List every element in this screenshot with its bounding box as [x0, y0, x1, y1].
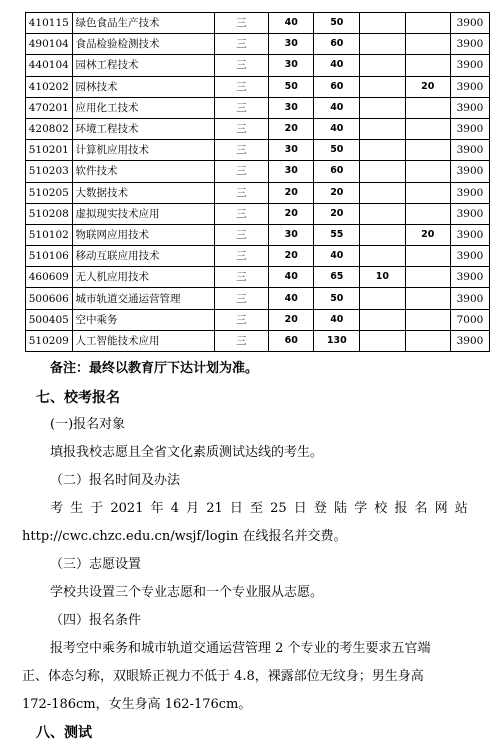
- cell-code: 510205: [26, 182, 73, 203]
- section-8-title: 八、测试: [36, 725, 92, 741]
- word: 登: [313, 501, 327, 516]
- cell-years: 三: [214, 246, 268, 267]
- cell-fee: 3900: [450, 288, 489, 309]
- table-row: [26, 203, 490, 224]
- word: 4: [170, 501, 179, 516]
- table-row: [26, 118, 490, 139]
- cell-code: 420802: [26, 118, 73, 139]
- cell-a: 30: [269, 140, 314, 161]
- cell-code: 510209: [26, 330, 73, 351]
- cell-c: [360, 182, 405, 203]
- cell-c: 10: [360, 267, 405, 288]
- cell-b: 55: [314, 224, 360, 245]
- section-7-title: 七、校考报名: [36, 390, 120, 406]
- cell-code: 510201: [26, 140, 73, 161]
- cell-d: [405, 246, 450, 267]
- cell-a: 20: [269, 246, 314, 267]
- cell-fee: 3900: [450, 267, 489, 288]
- table-row: [26, 97, 490, 118]
- cell-c: [360, 288, 405, 309]
- cell-code: 410202: [26, 76, 73, 97]
- cell-d: [405, 288, 450, 309]
- cell-name: 软件技术: [72, 161, 214, 182]
- cell-d: [405, 55, 450, 76]
- cell-b: 40: [314, 55, 360, 76]
- paragraph-2-line-1: [50, 499, 468, 519]
- word: 校: [374, 501, 388, 516]
- cell-b: 60: [314, 161, 360, 182]
- cell-d: [405, 267, 450, 288]
- cell-b: 40: [314, 118, 360, 139]
- cell-a: 20: [269, 182, 314, 203]
- cell-a: 30: [269, 55, 314, 76]
- cell-name: 园林工程技术: [72, 55, 214, 76]
- cell-d: 20: [405, 224, 450, 245]
- cell-c: [360, 330, 405, 351]
- cell-name: 环境工程技术: [72, 118, 214, 139]
- cell-d: [405, 13, 450, 34]
- cell-years: 三: [214, 55, 268, 76]
- table-row: [26, 330, 490, 351]
- cell-fee: 3900: [450, 224, 489, 245]
- paragraph-4-line-3: 172-186cm，女生身高 162-176cm。: [22, 697, 252, 712]
- cell-d: [405, 309, 450, 330]
- word: 于: [90, 501, 104, 516]
- cell-years: 三: [214, 288, 268, 309]
- cell-code: 470201: [26, 97, 73, 118]
- cell-d: [405, 97, 450, 118]
- cell-d: [405, 34, 450, 55]
- cell-c: [360, 34, 405, 55]
- cell-code: 510203: [26, 161, 73, 182]
- cell-fee: 3900: [450, 161, 489, 182]
- cell-name: 人工智能技术应用: [72, 330, 214, 351]
- cell-code: 500405: [26, 309, 73, 330]
- word: 2021: [110, 501, 144, 516]
- cell-years: 三: [214, 13, 268, 34]
- cell-code: 490104: [26, 34, 73, 55]
- cell-d: [405, 330, 450, 351]
- cell-d: [405, 140, 450, 161]
- cell-fee: 3900: [450, 118, 489, 139]
- cell-name: 移动互联应用技术: [72, 246, 214, 267]
- cell-c: [360, 76, 405, 97]
- cell-fee: 3900: [450, 140, 489, 161]
- subsection-2-title: （二）报名时间及办法: [50, 473, 181, 488]
- cell-years: 三: [214, 330, 268, 351]
- cell-years: 三: [214, 224, 268, 245]
- word: 日: [229, 501, 243, 516]
- table-row: [26, 288, 490, 309]
- cell-a: 50: [269, 76, 314, 97]
- cell-name: 食品检验检测技术: [72, 34, 214, 55]
- table-row: [26, 161, 490, 182]
- word: 至: [250, 501, 264, 516]
- subsection-1-title: (一)报名对象: [50, 417, 126, 432]
- cell-fee: 3900: [450, 330, 489, 351]
- cell-years: 三: [214, 309, 268, 330]
- cell-code: 500606: [26, 288, 73, 309]
- cell-c: [360, 161, 405, 182]
- cell-b: 40: [314, 309, 360, 330]
- cell-name: 绿色食品生产技术: [72, 13, 214, 34]
- cell-code: 510106: [26, 246, 73, 267]
- table-row: [26, 140, 490, 161]
- cell-c: [360, 224, 405, 245]
- cell-a: 40: [269, 288, 314, 309]
- cell-a: 40: [269, 267, 314, 288]
- cell-a: 30: [269, 97, 314, 118]
- cell-a: 20: [269, 118, 314, 139]
- cell-code: 510102: [26, 224, 73, 245]
- table-row: [26, 224, 490, 245]
- cell-fee: 3900: [450, 34, 489, 55]
- cell-years: 三: [214, 203, 268, 224]
- cell-fee: 3900: [450, 13, 489, 34]
- cell-years: 三: [214, 161, 268, 182]
- cell-code: 440104: [26, 55, 73, 76]
- word: 21: [206, 501, 223, 516]
- word: 名: [414, 501, 428, 516]
- cell-a: 60: [269, 330, 314, 351]
- word: 年: [150, 501, 164, 516]
- cell-b: 50: [314, 288, 360, 309]
- cell-a: 40: [269, 13, 314, 34]
- cell-fee: 3900: [450, 203, 489, 224]
- enrollment-plan-table: [25, 12, 490, 352]
- paragraph-4-line-2: 正、体态匀称，双眼矫正视力不低于 4.8，裸露部位无纹身；男生身高: [22, 669, 424, 684]
- cell-a: 20: [269, 309, 314, 330]
- cell-a: 20: [269, 203, 314, 224]
- word: 月: [186, 501, 200, 516]
- cell-b: 20: [314, 182, 360, 203]
- table-row: [26, 267, 490, 288]
- cell-fee: 3900: [450, 97, 489, 118]
- word: 生: [70, 501, 84, 516]
- paragraph-3: 学校共设置三个专业志愿和一个专业服从志愿。: [50, 585, 324, 600]
- cell-c: [360, 203, 405, 224]
- cell-b: 50: [314, 140, 360, 161]
- cell-fee: 3900: [450, 182, 489, 203]
- cell-c: [360, 55, 405, 76]
- word: 陆: [334, 501, 348, 516]
- word: 25: [270, 501, 287, 516]
- cell-name: 城市轨道交通运营管理: [72, 288, 214, 309]
- cell-a: 30: [269, 224, 314, 245]
- cell-name: 无人机应用技术: [72, 267, 214, 288]
- cell-d: [405, 118, 450, 139]
- note: 备注：最终以教育厅下达计划为准。: [50, 361, 259, 376]
- cell-a: 30: [269, 161, 314, 182]
- cell-a: 30: [269, 34, 314, 55]
- cell-fee: 3900: [450, 55, 489, 76]
- cell-b: 60: [314, 34, 360, 55]
- cell-b: 40: [314, 97, 360, 118]
- cell-name: 应用化工技术: [72, 97, 214, 118]
- cell-c: [360, 13, 405, 34]
- cell-name: 计算机应用技术: [72, 140, 214, 161]
- subsection-4-title: （四）报名条件: [50, 613, 142, 628]
- cell-name: 空中乘务: [72, 309, 214, 330]
- cell-c: [360, 140, 405, 161]
- cell-c: [360, 118, 405, 139]
- cell-b: 40: [314, 246, 360, 267]
- table-row: [26, 76, 490, 97]
- cell-code: 460609: [26, 267, 73, 288]
- cell-d: 20: [405, 76, 450, 97]
- cell-name: 大数据技术: [72, 182, 214, 203]
- word: 学: [354, 501, 368, 516]
- cell-b: 65: [314, 267, 360, 288]
- paragraph-1: 填报我校志愿且全省文化素质测试达线的考生。: [50, 445, 324, 460]
- cell-d: [405, 203, 450, 224]
- word: 日: [293, 501, 307, 516]
- cell-fee: 3900: [450, 246, 489, 267]
- word: 网: [434, 501, 448, 516]
- cell-years: 三: [214, 140, 268, 161]
- table-row: [26, 246, 490, 267]
- cell-b: 50: [314, 13, 360, 34]
- cell-fee: 7000: [450, 309, 489, 330]
- cell-years: 三: [214, 34, 268, 55]
- cell-name: 园林技术: [72, 76, 214, 97]
- cell-years: 三: [214, 97, 268, 118]
- paragraph-4-line-1: 报考空中乘务和城市轨道交通运营管理 2 个专业的考生要求五官端: [50, 641, 431, 656]
- subsection-3-title: （三）志愿设置: [50, 557, 142, 572]
- table-row: [26, 55, 490, 76]
- table-row: [26, 309, 490, 330]
- cell-years: 三: [214, 267, 268, 288]
- cell-b: 20: [314, 203, 360, 224]
- cell-d: [405, 161, 450, 182]
- cell-c: [360, 97, 405, 118]
- cell-code: 510208: [26, 203, 73, 224]
- word: 报: [394, 501, 408, 516]
- cell-years: 三: [214, 182, 268, 203]
- word: 考: [50, 501, 64, 516]
- cell-name: 物联网应用技术: [72, 224, 214, 245]
- table-row: [26, 13, 490, 34]
- word: 站: [454, 501, 468, 516]
- cell-c: [360, 246, 405, 267]
- cell-b: 60: [314, 76, 360, 97]
- table-row: [26, 34, 490, 55]
- cell-name: 虚拟现实技术应用: [72, 203, 214, 224]
- cell-d: [405, 182, 450, 203]
- paragraph-2-line-2: http://cwc.chzc.edu.cn/wsjf/login 在线报名并交费。: [22, 529, 347, 544]
- cell-years: 三: [214, 118, 268, 139]
- table-row: [26, 182, 490, 203]
- cell-fee: 3900: [450, 76, 489, 97]
- cell-c: [360, 309, 405, 330]
- cell-code: 410115: [26, 13, 73, 34]
- cell-b: 130: [314, 330, 360, 351]
- cell-years: 三: [214, 76, 268, 97]
